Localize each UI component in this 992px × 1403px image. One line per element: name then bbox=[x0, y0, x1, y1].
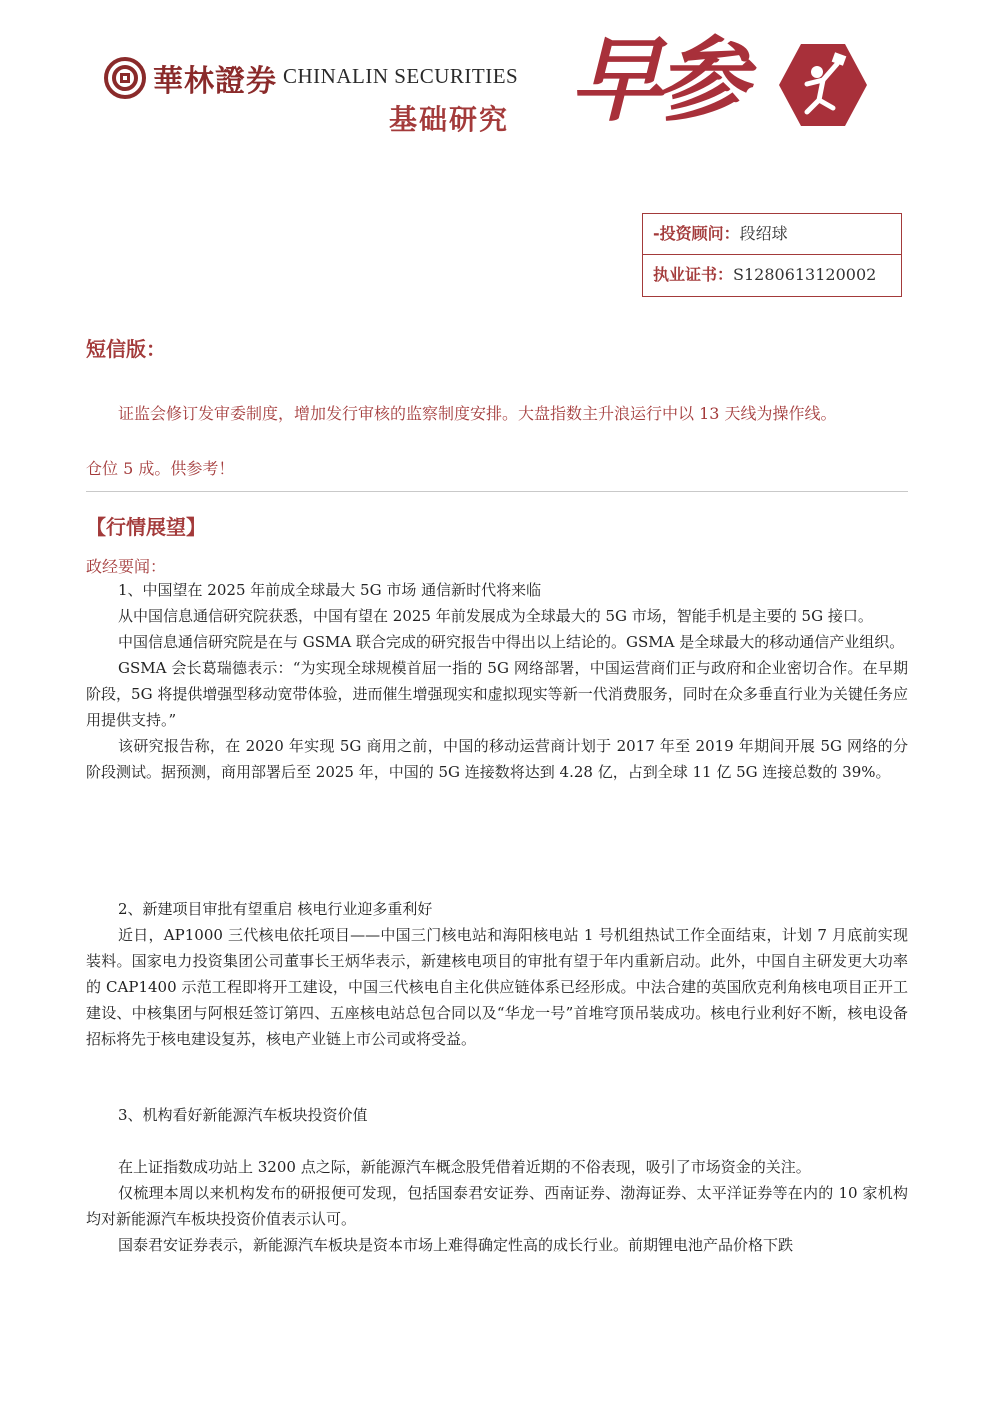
section-divider bbox=[86, 491, 908, 492]
chinalin-coin-logo-icon bbox=[104, 57, 146, 99]
certificate-label: 执业证书： bbox=[653, 265, 734, 284]
news-paragraph: 国泰君安证券表示，新能源汽车板块是资本市场上难得确定性高的成长行业。前期锂电池产品价格下跌 bbox=[118, 1236, 794, 1254]
market-outlook-heading: 【行情展望】 bbox=[86, 515, 206, 539]
spacer bbox=[86, 1128, 908, 1154]
sms-summary-line: 证监会修订发审委制度，增加发行审核的监察制度安排。大盘指数主升浪运行中以 13 天线为操作线。 bbox=[118, 404, 837, 423]
news-paragraph: 在上证指数成功站上 3200 点之际，新能源汽车概念股凭借着近期的不俗表现，吸引了市场资金的关注。 bbox=[118, 1158, 811, 1176]
sms-position-line: 仓位 5 成。供参考！ bbox=[86, 459, 235, 478]
page-header bbox=[0, 0, 992, 180]
news-paragraph: GSMA 会长葛瑞德表示：“为实现全球规模首屈一指的 5G 网络部署，中国运营商们正与政府和企业密切合作。在早期阶段，5G 将提供增强型移动宽带体验，进而催生增强现实和虚拟现实等新一代消费服务，同时在众多垂直行业为关键任务应用提供支持。” bbox=[86, 659, 908, 729]
news-title: 3、机构看好新能源汽车板块投资价值 bbox=[118, 1106, 368, 1124]
sms-version-heading: 短信版： bbox=[86, 337, 166, 361]
advisor-label: -投资顾问： bbox=[653, 224, 740, 243]
news-paragraph: 该研究报告称，在 2020 年实现 5G 商用之前，中国的移动运营商计划于 2017 年至 2019 年期间开展 5G 网络的分阶段测试。据预测，商用部署后至 2025 年，中国的 5G 连接数将达到 4.28 亿，占到全球 11 亿 5G 连接总数的 39%。 bbox=[86, 737, 908, 781]
news-title: 1、中国望在 2025 年前成全球最大 5G 市场 通信新时代将来临 bbox=[118, 581, 542, 599]
news-paragraph: 仅梳理本周以来机构发布的研报便可发现，包括国泰君安证券、西南证券、渤海证券、太平洋证券等在内的 10 家机构均对新能源汽车板块投资价值表示认可。 bbox=[86, 1184, 908, 1228]
report-category: 基础研究 bbox=[389, 103, 510, 136]
news-title: 2、新建项目审批有望重启 核电行业迎多重利好 bbox=[118, 900, 433, 918]
running-figure-hexagon-icon bbox=[777, 42, 869, 128]
brand-name-en: CHINALIN SECURITIES bbox=[283, 64, 519, 88]
certificate-row bbox=[643, 254, 901, 295]
advisor-info-box bbox=[642, 213, 902, 297]
news-paragraph: 从中国信息通信研究院获悉，中国有望在 2025 年前发展成为全球最大的 5G 市场，智能手机是主要的 5G 接口。 bbox=[118, 607, 873, 625]
advisor-name: 段绍球 bbox=[739, 224, 788, 243]
news-item bbox=[86, 1102, 908, 1258]
news-paragraph: 中国信息通信研究院是在与 GSMA 联合完成的研究报告中得出以上结论的。GSMA 是全球最大的移动通信产业组织。 bbox=[118, 633, 905, 651]
political-economic-news-heading: 政经要闻： bbox=[86, 557, 167, 576]
certificate-number: S1280613120002 bbox=[733, 265, 877, 284]
advisor-row bbox=[643, 214, 901, 254]
news-paragraph: 近日，AP1000 三代核电依托项目——中国三门核电站和海阳核电站 1 号机组热试工作全面结束，计划 7 月底前实现装料。国家电力投资集团公司董事长王炳华表示，新建核电项目的审批有望于年内重新启动。此外，中国自主研发更大功率的 CAP1400 示范工程即将开工建设，中国三代核电自主化供应链体系已经形成。中法合建的英国欣克利角核电项目正开工建设、中核集团与阿根廷签订第四、五座核电站总包合同以及“华龙一号”首堆穹顶吊装成功。核电行业利好不断，核电设备招标将先于核电建设复苏，核电产业链上市公司或将受益。 bbox=[86, 926, 908, 1048]
news-item bbox=[86, 577, 908, 785]
brand-name-cn: 華林證券 bbox=[153, 64, 277, 99]
calligraphy-title: 早参 bbox=[570, 26, 743, 134]
news-item bbox=[86, 896, 908, 1052]
